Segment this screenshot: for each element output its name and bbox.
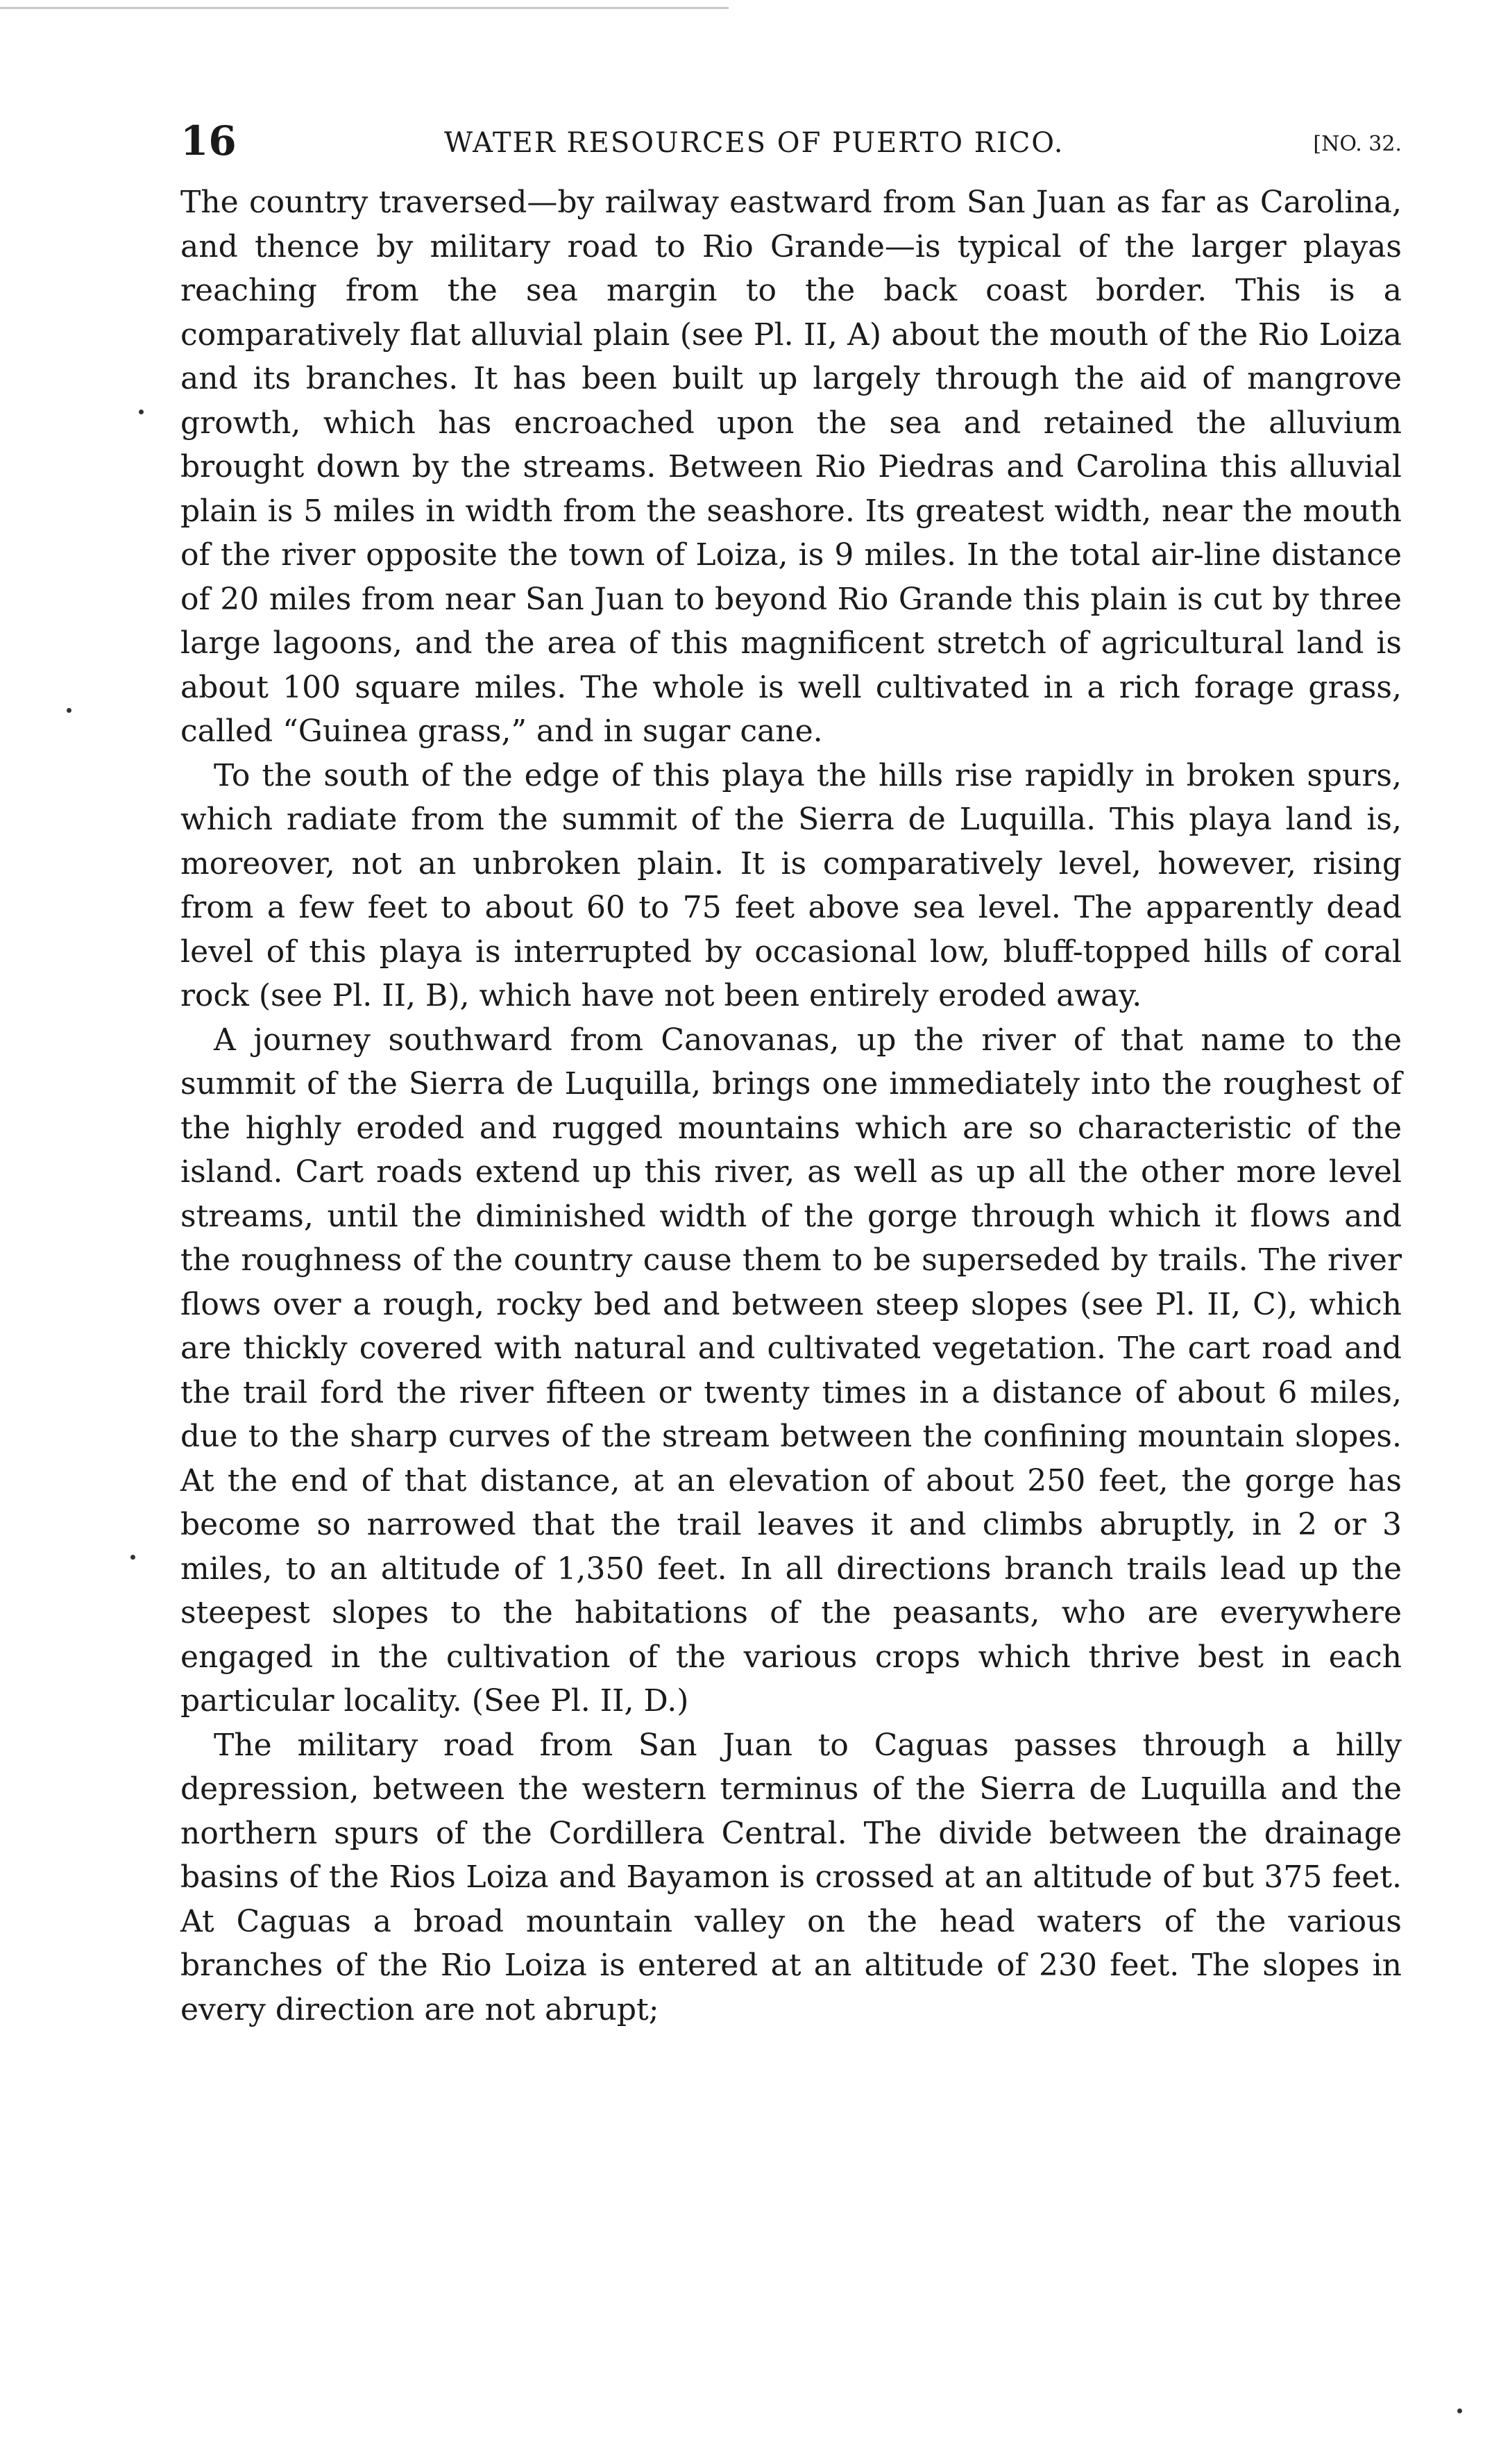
scan-speck xyxy=(67,708,71,713)
paragraph: To the south of the edge of this playa the hills rise rapidly in broken spurs, which radiate from the summit of the Sierra de Luquilla. This playa land is, moreover, not an unbroken plain. It is comparatively level, however, rising from a few feet to about 60 to 75 feet above sea level. The apparently dead level of this playa is interrupted by occasional low, bluff-topped hills of coral rock (see Pl. II, B), which have not been entirely eroded away. xyxy=(180,757,1402,1013)
paragraph: A journey southward from Canovanas, up the river of that name to the summit of the Sierra de Luquilla, brings one immediately into the roughest of the highly eroded and rugged mountains which are so characteristic of the island. Cart roads extend up this river, as well as up all the other more level streams, until the diminished width of the gorge through which it flows and the roughness of the country cause them to be superseded by trails. The river flows over a rough, rocky bed and between steep slopes (see Pl. II, C), which are thickly covered with natural and cultivated vegetation. The cart road and the trail ford the river fifteen or twenty times in a distance of about 6 miles, due to the sharp curves of the stream between the confining mountain slopes. At the end of that distance, at an elevation of about 250 feet, the gorge has become so narrowed that the trail leaves it and climbs abruptly, in 2 or 3 miles, to an altitude of 1,350 feet. In all directions branch trails lead up the steepest slopes to the habitations of the peasants, who are everywhere engaged in the cultivation of the various crops which thrive best in each particular locality. (See Pl. II, D.) xyxy=(180,1022,1402,1719)
running-title: WATER RESOURCES OF PUERTO RICO. xyxy=(444,127,1064,159)
report-number: [NO. 32. xyxy=(1313,132,1402,156)
top-rule xyxy=(0,7,729,9)
scan-speck xyxy=(1457,2408,1462,2413)
scan-speck xyxy=(139,410,144,414)
page-number: 16 xyxy=(180,117,237,164)
paragraph: The country traversed—by railway eastward from San Juan as far as Carolina, and thence by military road to Rio Grande—is typical of the larger playas reaching from the sea margin to the back coast border. This is a comparatively flat alluvial plain (see Pl. II, A) about the mouth of the Rio Loiza and its branches. It has been built up largely through the aid of mangrove growth, which has encroached upon the sea and retained the alluvium brought down by the streams. Between Rio Piedras and Carolina this alluvial plain is 5 miles in width from the seashore. Its greatest width, near the mouth of the river opposite the town of Loiza, is 9 miles. In the total air-line distance of 20 miles from near San Juan to beyond Rio Grande this plain is cut by three large lagoons, and the area of this magnificent stretch of agricultural land is about 100 square miles. The whole is well cultivated in a rich forage grass, called “Guinea grass,” and in sugar cane. xyxy=(180,185,1402,749)
body-text xyxy=(180,180,1402,2032)
paragraph: The military road from San Juan to Caguas passes through a hilly depression, between the western terminus of the Sierra de Luquilla and the northern spurs of the Cordillera Central. The divide between the drainage basins of the Rios Loiza and Bayamon is crossed at an altitude of but 375 feet. At Caguas a broad mountain valley on the head waters of the various branches of the Rio Loiza is entered at an altitude of 230 feet. The slopes in every direction are not abrupt; xyxy=(180,1727,1402,2027)
scan-speck xyxy=(130,1555,135,1560)
page-header xyxy=(180,117,1402,165)
